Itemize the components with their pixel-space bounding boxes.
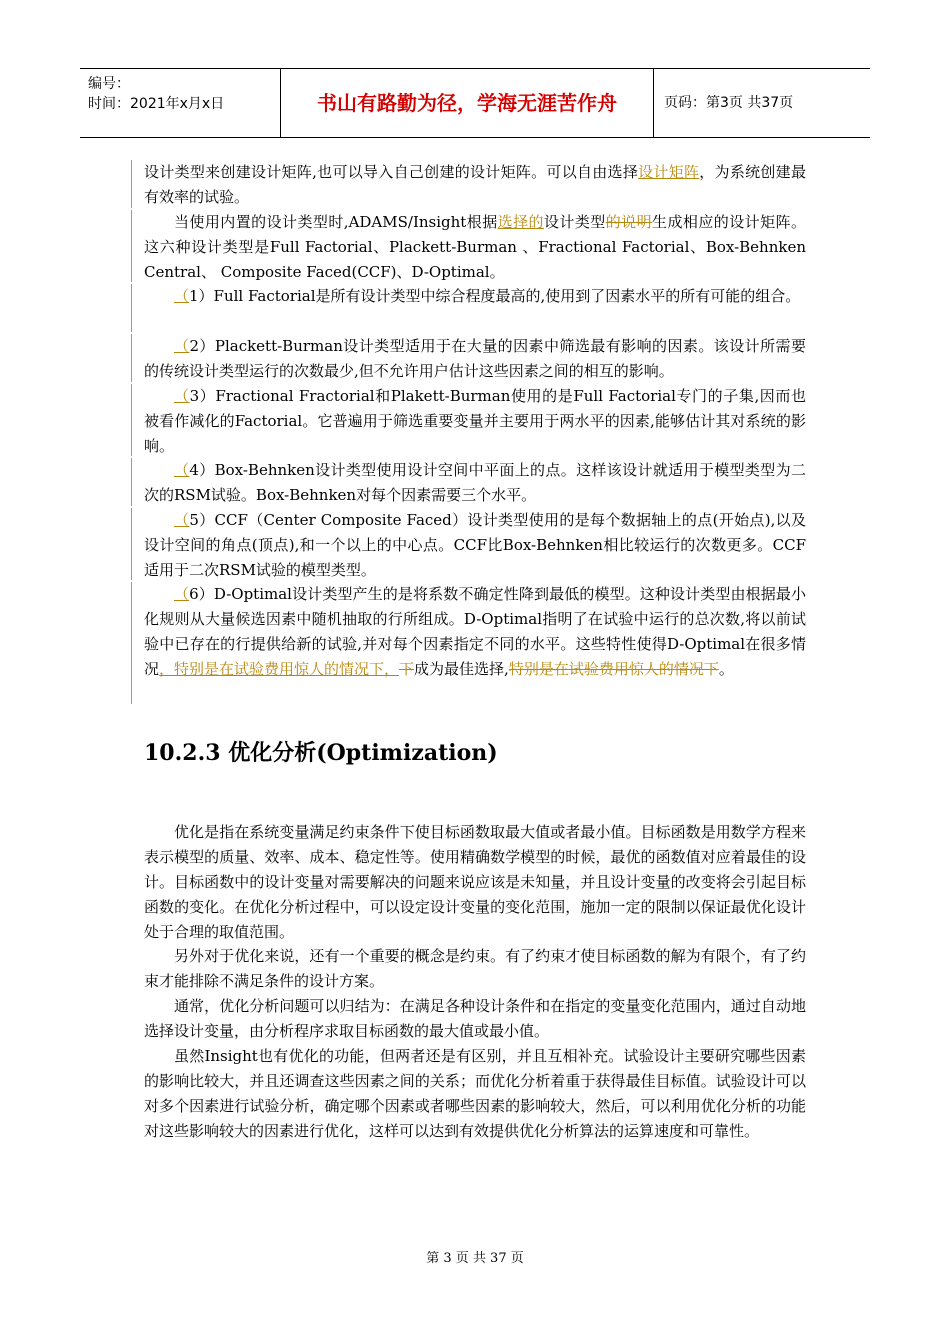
change-bar [131,284,132,332]
change-bar [131,160,132,208]
page-header [80,68,870,138]
paragraph: 当使用内置的设计类型时,ADAMS/Insight根据选择的设计类型的说明生成相应的设计矩阵。这六种设计类型是Full Factorial、Plackett-Burman 、Fractional Factorial、Box-Behnken Central、 Composite Faced(CCF)、D-Optimal。 [144,213,806,281]
change-bar [131,334,132,382]
list-item: （4）Box-Behnken设计类型使用设计空间中平面上的点。这样该设计就适用于模型类型为二次的RSM试验。Box-Behnken对每个因素需要三个水平。 [144,461,806,504]
change-bar [131,508,132,580]
header-page-label: 页码：第3页 共37页 [664,95,794,111]
list-item: （5）CCF（Center Composite Faced）设计类型使用的是每个数据轴上的点(开始点),以及设计空间的角点(顶点),和一个以上的中心点。CCF比Box-Behnken相比较运行的次数更多。CCF适用于二次RSM试验的模型类型。 [144,511,806,579]
change-bar [131,458,132,506]
header-info-cell [80,69,281,137]
change-bar [131,582,132,704]
list-item: （1）Full Factorial是所有设计类型中综合程度最高的,使用到了因素水平的所有可能的组合。 [174,287,801,305]
paragraph: 通常，优化分析问题可以归结为：在满足各种设计条件和在指定的变量变化范围内，通过自动地选择设计变量，由分析程序求取目标函数的最大值或最小值。 [144,997,806,1040]
header-motto: 书山有路勤为径，学海无涯苦作舟 [281,69,654,137]
section-heading: 10.2.3 优化分析(Optimization) [144,740,498,766]
date-label: 时间：2021年x月x日 [88,96,225,112]
list-item: （2）Plackett-Burman设计类型适用于在大量的因素中筛选最有影响的因素。该设计所需要的传统设计类型运行的次数最少,但不允许用户估计这些因素之间的相互的影响。 [144,337,806,380]
number-label: 编号： [88,76,130,92]
paragraph: 另外对于优化来说，还有一个重要的概念是约束。有了约束才使目标函数的解为有限个，有了约束才能排除不满足条件的设计方案。 [144,947,806,990]
change-bar [131,384,132,456]
paragraph: 优化是指在系统变量满足约束条件下使目标函数取最大值或者最小值。目标函数是用数学方程来表示模型的质量、效率、成本、稳定性等。使用精确数学模型的时候，最优的函数值对应着最佳的设计。目标函数中的设计变量对需要解决的问题来说应该是未知量，并且设计变量的改变将会引起目标函数的变化。在优化分析过程中，可以设定设计变量的变化范围，施加一定的限制以保证最优化设计处于合理的取值范围。 [144,823,806,941]
list-item: （6）D-Optimal设计类型产生的是将系数不确定性降到最低的模型。这种设计类型由根据最小化规则从大量候选因素中随机抽取的行所组成。D-Optimal指明了在试验中运行的总次数,将以前试验中已存在的行提供给新的试验,并对每个因素指定不同的水平。这些特性使得D-Optimal在很多情况，特别是在试验费用惊人的情况下，下成为最佳选择,特别是在试验费用惊人的情况下。 [144,585,806,678]
page-footer: 第 3 页 共 37 页 [426,1251,524,1266]
change-bar [131,210,132,282]
list-item: （3）Fractional Fractorial和Plakett-Burman使用的是Full Factorial专门的子集,因而也被看作减化的Factorial。它普遍用于筛选重要变量并主要用于两水平的因素,能够估计其对系统的影响。 [144,387,806,455]
paragraph: 虽然Insight也有优化的功能，但两者还是有区别，并且互相补充。试验设计主要研究哪些因素的影响比较大，并且还调查这些因素之间的关系；而优化分析着重于获得最佳目标值。试验设计可以对多个因素进行试验分析，确定哪个因素或者哪些因素的影响较大，然后，可以利用优化分析的功能对这些影响较大的因素进行优化，这样可以达到有效提供优化分析算法的运算速度和可靠性。 [144,1047,806,1140]
paragraph: 设计类型来创建设计矩阵,也可以导入自己创建的设计矩阵。可以自由选择设计矩阵，为系统创建最有效率的试验。 [144,163,806,206]
